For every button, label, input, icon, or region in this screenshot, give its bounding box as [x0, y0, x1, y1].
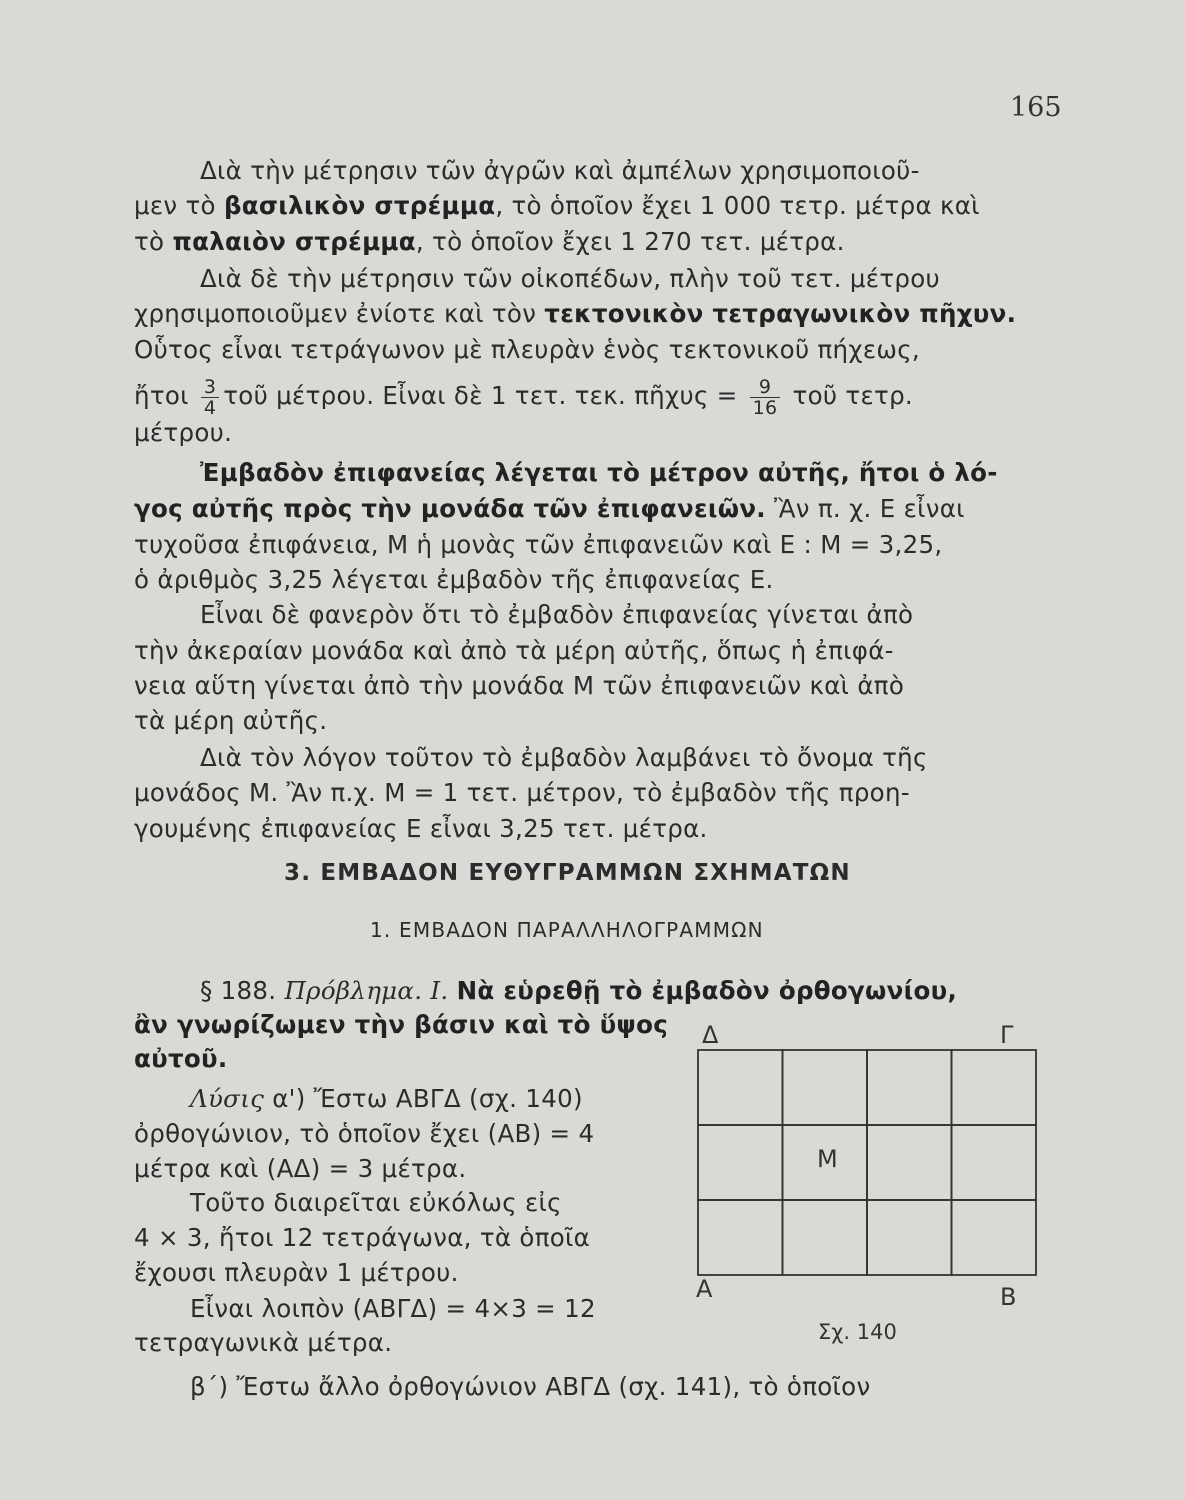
- para5-line3: γουμένης ἐπιφανείας Ε εἶναι 3,25 τετ. μέτρα.: [134, 814, 708, 843]
- unit-square: [698, 1050, 783, 1125]
- unit-square: [783, 1200, 868, 1275]
- unit-label-m: Μ: [817, 1145, 838, 1173]
- para2-line3: Οὗτος εἶναι τετράγωνον μὲ πλευρὰν ἑνὸς τεκτονικοῦ πήχεως,: [134, 335, 920, 364]
- para2-line2: χρησιμοποιοῦμεν ἐνίοτε καὶ τὸν τεκτονικὸν τετραγωνικὸν πῆχυν.: [134, 299, 1017, 328]
- term-tektonikos-pichys: τεκτονικὸν τετραγωνικὸν πῆχυν.: [544, 299, 1017, 328]
- para3-line4: ὁ ἀριθμὸς 3,25 λέγεται ἐμβαδὸν τῆς ἐπιφανείας Ε.: [134, 565, 774, 594]
- para4-line1: Εἶναι δὲ φανερὸν ὅτι τὸ ἐμβαδὸν ἐπιφανείας γίνεται ἀπὸ: [200, 600, 914, 629]
- unit-square: [783, 1050, 868, 1125]
- unit-square: [867, 1125, 952, 1200]
- unit-square: [867, 1200, 952, 1275]
- problem-line1: § 188. Πρόβλημα. Ι. Νὰ εὑρεθῇ τὸ ἐμβαδὸν ὀρθογωνίου,: [200, 976, 958, 1005]
- problem-line2: ἂν γνωρίζωμεν τὴν βάσιν καὶ τὸ ὕψος: [134, 1010, 669, 1039]
- section-heading: 3. ΕΜΒΑΔΟΝ ΕΥΘΥΓΡΑΜΜΩΝ ΣΧΗΜΑΤΩΝ: [284, 860, 851, 886]
- term-royal-stremma: βασιλικὸν στρέμμα: [223, 191, 496, 220]
- para4-line2: τὴν ἀκεραίαν μονάδα καὶ ἀπὸ τὰ μέρη αὐτῆς, ὅπως ἡ ἐπιφά-: [134, 636, 894, 665]
- solution-line3: μέτρα καὶ (ΑΔ) = 3 μέτρα.: [134, 1154, 467, 1183]
- para3-line2: γος αὐτῆς πρὸς τὴν μονάδα τῶν ἐπιφανειῶν. Ἂν π. χ. Ε εἶναι: [134, 494, 965, 523]
- solution-line9: β΄) Ἔστω ἄλλο ὀρθογώνιον ΑΒΓΔ (σχ. 141), τὸ ὁποῖον: [190, 1372, 871, 1401]
- para2-line1: Διὰ δὲ τὴν μέτρησιν τῶν οἰκοπέδων, πλὴν τοῦ τετ. μέτρου: [200, 264, 940, 293]
- unit-square-grid: [698, 1050, 1036, 1275]
- unit-square: [952, 1125, 1037, 1200]
- vertex-label-a: Α: [696, 1275, 713, 1303]
- subsection-heading: 1. ΕΜΒΑΔΟΝ ΠΑΡΑΛΛΗΛΟΓΡΑΜΜΩΝ: [370, 918, 764, 942]
- problem-label: Πρόβλημα. Ι.: [284, 976, 449, 1005]
- vertex-label-d: Δ: [702, 1021, 719, 1049]
- page-number: 165: [1010, 92, 1062, 123]
- para5-line1: Διὰ τὸν λόγον τοῦτον τὸ ἐμβαδὸν λαμβάνει τὸ ὄνομα τῆς: [200, 743, 928, 772]
- vertex-label-b: Β: [1000, 1283, 1017, 1311]
- solution-line4: Τοῦτο διαιρεῖται εὐκόλως εἰς: [190, 1188, 562, 1217]
- para2-line5: μέτρου.: [134, 418, 233, 447]
- figure-caption: Σχ. 140: [818, 1320, 897, 1344]
- solution-line1: Λύσις α') Ἔστω ΑΒΓΔ (σχ. 140): [190, 1084, 583, 1113]
- unit-square: [952, 1050, 1037, 1125]
- para2-line4: ἤτοι $\frac{3}{4}$ τοῦ μέτρου. Εἶναι δὲ 1 τετ. τεκ. πῆχυς = $\frac{9}{16}$ τοῦ τετρ.: [134, 375, 914, 419]
- term-area-definition: γος αὐτῆς πρὸς τὴν μονάδα τῶν ἐπιφανειῶν.: [134, 494, 766, 523]
- solution-line6: ἔχουσι πλευρὰν 1 μέτρου.: [134, 1258, 459, 1287]
- para3-line1: Ἐμβαδὸν ἐπιφανείας λέγεται τὸ μέτρον αὐτῆς, ἤτοι ὁ λό-: [200, 458, 998, 487]
- unit-square: [867, 1050, 952, 1125]
- section-number: § 188.: [200, 976, 277, 1005]
- solution-line2: ὀρθογώνιον, τὸ ὁποῖον ἔχει (ΑΒ) = 4: [134, 1119, 595, 1148]
- para1-line3: τὸ παλαιὸν στρέμμα, τὸ ὁποῖον ἔχει 1 270 τετ. μέτρα.: [134, 227, 845, 256]
- para1-line2: μεν τὸ βασιλικὸν στρέμμα, τὸ ὁποῖον ἔχει 1 000 τετρ. μέτρα καὶ: [134, 191, 980, 220]
- problem-line3: αὐτοῦ.: [134, 1044, 228, 1073]
- para1-line1: Διὰ τὴν μέτρησιν τῶν ἀγρῶν καὶ ἀμπέλων χρησιμοποιοῦ-: [200, 156, 920, 185]
- term-old-stremma: παλαιὸν στρέμμα: [172, 227, 416, 256]
- solution-label: Λύσις: [190, 1084, 265, 1113]
- para3-line3: τυχοῦσα ἐπιφάνεια, Μ ἡ μονὰς τῶν ἐπιφανειῶν καὶ Ε : Μ = 3,25,: [134, 530, 943, 559]
- para4-line3: νεια αὕτη γίνεται ἀπὸ τὴν μονάδα Μ τῶν ἐπιφανειῶν καὶ ἀπὸ: [134, 671, 905, 700]
- fraction-three-quarters: $\frac{3}{4}$: [201, 377, 219, 418]
- solution-line7: Εἶναι λοιπὸν (ΑΒΓΔ) = 4×3 = 12: [190, 1294, 596, 1323]
- fraction-nine-sixteenths: $\frac{9}{16}$: [750, 377, 781, 418]
- unit-square: [698, 1200, 783, 1275]
- solution-line8: τετραγωνικὰ μέτρα.: [134, 1328, 393, 1357]
- solution-line5: 4 × 3, ἤτοι 12 τετράγωνα, τὰ ὁποῖα: [134, 1223, 591, 1252]
- figure-140-rectangle-grid: [680, 1015, 1050, 1360]
- para5-line2: μονάδος Μ. Ἂν π.χ. Μ = 1 τετ. μέτρον, τὸ ἐμβαδὸν τῆς προη-: [134, 778, 910, 807]
- unit-square: [698, 1125, 783, 1200]
- unit-square: [952, 1200, 1037, 1275]
- para4-line4: τὰ μέρη αὐτῆς.: [134, 706, 328, 735]
- vertex-label-g: Γ: [1000, 1021, 1014, 1049]
